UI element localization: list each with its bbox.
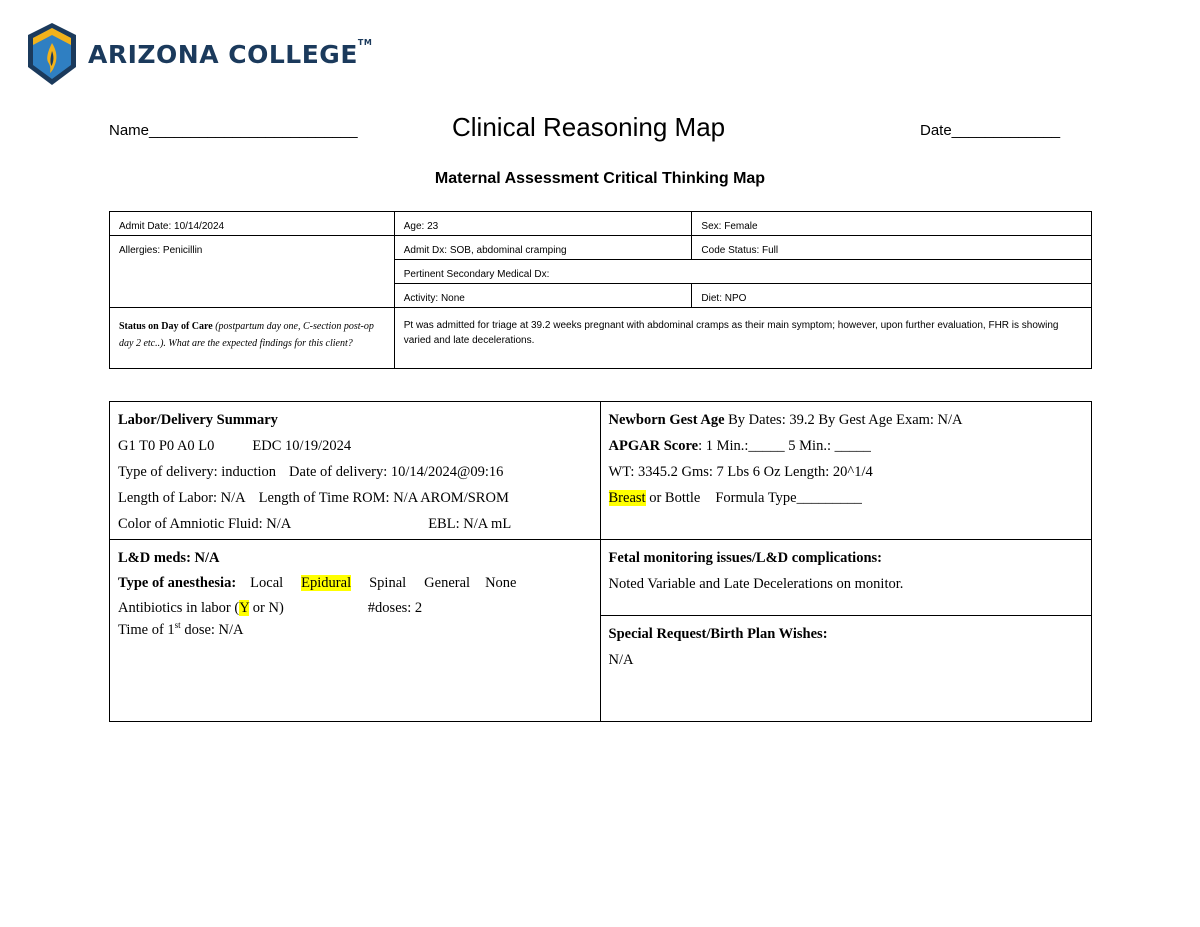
antibiotics-line: Antibiotics in labor (Y or N) #doses: 2 — [118, 600, 423, 616]
amniotic-line: Color of Amniotic Fluid: N/A EBL: N/A mL — [118, 516, 512, 532]
logo-text: ARIZONA COLLEGE™ — [88, 37, 373, 69]
table-row — [110, 236, 1092, 260]
ld-meds-title: L&D meds: N/A — [118, 550, 220, 566]
gtpal-line: G1 T0 P0 A0 L0 EDC 10/19/2024 — [118, 438, 352, 454]
birth-plan-title: Special Request/Birth Plan Wishes: — [608, 626, 828, 642]
feeding-line: Breast or Bottle Formula Type_________ — [608, 490, 862, 506]
patient-info-table — [109, 211, 1092, 369]
date-field-label: Date_____________ — [920, 122, 1061, 139]
birth-plan-cell — [600, 616, 1091, 722]
arizona-college-logo — [26, 20, 372, 88]
sex-cell: Sex: Female — [692, 212, 1092, 236]
birth-plan-text: N/A — [608, 652, 634, 668]
first-dose-line: Time of 1st dose: N/A — [118, 620, 244, 638]
status-text-cell: Pt was admitted for triage at 39.2 weeks pregnant with abdominal cramps as their main symptom; however, upon further evaluation, FHR is showing varied and late decelerations. — [394, 308, 1091, 369]
admit-dx-cell: Admit Dx: SOB, abdominal cramping — [394, 236, 692, 260]
status-label-cell: Status on Day of Care (postpartum day one, C-section post-op day 2 etc..). What are the expected findings for this client? — [110, 308, 395, 369]
table-row — [110, 212, 1092, 236]
diet-cell: Diet: NPO — [692, 284, 1092, 308]
labor-length-line: Length of Labor: N/A Length of Time ROM: N/A AROM/SROM — [118, 490, 509, 506]
table-row — [110, 402, 1092, 540]
shield-icon — [26, 21, 78, 87]
labor-summary-title: Labor/Delivery Summary — [118, 412, 278, 428]
allergies-cell: Allergies: Penicillin — [110, 236, 395, 308]
delivery-type-line: Type of delivery: induction Date of delivery: 10/14/2024@09:16 — [118, 464, 504, 480]
page-title: Clinical Reasoning Map — [452, 112, 726, 142]
map-subtitle: Maternal Assessment Critical Thinking Map — [434, 170, 766, 187]
table-row — [110, 540, 1092, 616]
labor-delivery-table — [109, 401, 1092, 722]
apgar-line: APGAR Score: 1 Min.:_____ 5 Min.: _____ — [608, 438, 871, 454]
table-row — [110, 308, 1092, 369]
fetal-monitoring-text: Noted Variable and Late Decelerations on monitor. — [608, 576, 904, 592]
name-field-label: Name_________________________ — [109, 122, 358, 139]
weight-line: WT: 3345.2 Gms: 7 Lbs 6 Oz Length: 20^1/4 — [608, 464, 873, 480]
anesthesia-line: Type of anesthesia: Local Epidural Spinal General None — [118, 575, 517, 591]
activity-cell: Activity: None — [394, 284, 692, 308]
gest-age-line: Newborn Gest Age By Dates: 39.2 By Gest Age Exam: N/A — [608, 412, 963, 428]
meds-cell — [110, 540, 601, 722]
labor-summary-cell — [110, 402, 601, 540]
code-status-cell: Code Status: Full — [692, 236, 1092, 260]
newborn-cell — [600, 402, 1091, 540]
admit-date-cell: Admit Date: 10/14/2024 — [110, 212, 395, 236]
fetal-monitoring-title: Fetal monitoring issues/L&D complications: — [608, 550, 882, 566]
age-cell: Age: 23 — [394, 212, 692, 236]
secondary-dx-cell: Pertinent Secondary Medical Dx: — [394, 260, 1091, 284]
fetal-monitoring-cell — [600, 540, 1091, 616]
